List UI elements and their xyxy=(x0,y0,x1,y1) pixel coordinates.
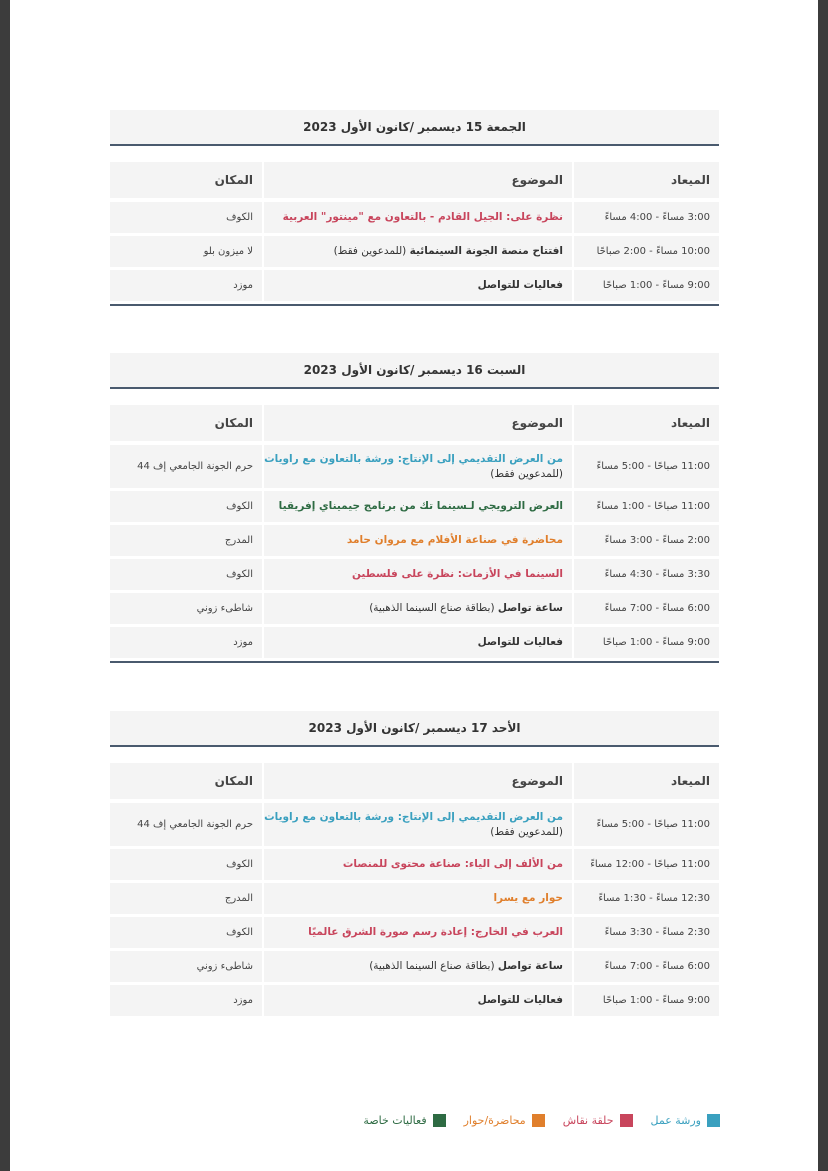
day-title: الأحد 17 ديسمبر /كانون الأول 2023 xyxy=(110,711,719,747)
time-cell: 6:00 مساءً - 7:00 مساءً xyxy=(604,603,710,614)
place-cell: لا ميزون بلو xyxy=(203,246,253,257)
legend-item xyxy=(363,1114,445,1127)
topic-cell xyxy=(262,985,574,1016)
topic-title: ساعة تواصل xyxy=(497,960,563,972)
topic-cell xyxy=(262,627,574,658)
topic-title: نظرة على: الجيل القادم - بالتعاون مع "مينتور" العربية xyxy=(282,211,563,223)
header-place: المكان xyxy=(214,173,253,187)
legend-swatch-icon xyxy=(707,1114,720,1127)
topic-cell xyxy=(262,445,574,488)
legend-label: فعاليات خاصة xyxy=(363,1113,427,1127)
topic-title: العرب في الخارج: إعادة رسم صورة الشرق عالميًا xyxy=(308,926,563,938)
topic-cell xyxy=(262,559,574,590)
day-section-3 xyxy=(110,711,719,1019)
time-cell: 9:00 مساءً - 1:00 صباحًا xyxy=(602,280,710,291)
place-cell: شاطىء زوني xyxy=(196,961,253,972)
topic-title: السينما في الأزمات: نظرة على فلسطين xyxy=(351,568,563,580)
table-row xyxy=(110,627,719,661)
table-row xyxy=(110,445,719,491)
time-cell: 9:00 مساءً - 1:00 صباحًا xyxy=(602,637,710,648)
time-cell: 12:30 مساءً - 1:30 مساءً xyxy=(598,893,710,904)
table-row xyxy=(110,593,719,627)
time-cell: 2:00 مساءً - 3:00 مساءً xyxy=(604,535,710,546)
topic-title: فعاليات للتواصل xyxy=(477,994,563,1006)
topic-title: حوار مع يسرا xyxy=(493,892,563,904)
topic-cell xyxy=(262,593,574,624)
legend-item xyxy=(464,1114,545,1127)
topic-cell xyxy=(262,202,574,233)
day-section-1 xyxy=(110,110,719,306)
topic-note: (للمدعوين فقط) xyxy=(490,825,563,838)
table-row xyxy=(110,883,719,917)
time-cell: 11:00 صباحًا - 5:00 مساءً xyxy=(596,461,710,472)
header-topic: الموضوع xyxy=(262,162,574,198)
legend-swatch-icon xyxy=(620,1114,633,1127)
header-topic: الموضوع xyxy=(262,763,574,799)
time-cell: 11:00 صباحًا - 1:00 مساءً xyxy=(596,501,710,512)
table-row xyxy=(110,951,719,985)
place-cell: حرم الجونة الجامعي إف 44 xyxy=(137,461,253,472)
table-row xyxy=(110,525,719,559)
table-row xyxy=(110,202,719,236)
header-time: الميعاد xyxy=(671,173,710,187)
topic-cell xyxy=(262,803,574,846)
header-time: الميعاد xyxy=(671,774,710,788)
legend-swatch-icon xyxy=(532,1114,545,1127)
legend-item xyxy=(651,1114,721,1127)
legend-swatch-icon xyxy=(433,1114,446,1127)
table-row xyxy=(110,559,719,593)
legend-item xyxy=(563,1114,633,1127)
time-cell: 9:00 مساءً - 1:00 صباحًا xyxy=(602,995,710,1006)
schedule-rows xyxy=(110,202,719,306)
topic-title: من العرض التقديمي إلى الإنتاج: ورشة بالتعاون مع راويات xyxy=(264,452,563,465)
time-cell: 11:00 صباحًا - 5:00 مساءً xyxy=(596,819,710,830)
category-legend xyxy=(330,1110,720,1130)
header-place: المكان xyxy=(214,774,253,788)
topic-cell xyxy=(262,951,574,982)
time-cell: 10:00 مساءً - 2:00 صباحًا xyxy=(596,246,710,257)
header-time: الميعاد xyxy=(671,416,710,430)
place-cell: الكوف xyxy=(226,859,253,870)
place-cell: موزد xyxy=(233,995,253,1006)
time-cell: 3:00 مساءً - 4:00 مساءً xyxy=(604,212,710,223)
place-cell: الكوف xyxy=(226,569,253,580)
schedule-rows xyxy=(110,803,719,1019)
place-cell: حرم الجونة الجامعي إف 44 xyxy=(137,819,253,830)
legend-label: محاضرة/حوار xyxy=(463,1113,526,1127)
place-cell: شاطىء زوني xyxy=(196,603,253,614)
topic-note: (بطاقة صناع السينما الذهبية) xyxy=(369,602,498,614)
place-cell: الكوف xyxy=(226,927,253,938)
place-cell: موزد xyxy=(233,280,253,291)
topic-cell xyxy=(262,491,574,522)
table-row xyxy=(110,803,719,849)
day-section-2 xyxy=(110,353,719,663)
topic-title: من الألف إلى الياء: صناعة محتوى للمنصات xyxy=(342,858,563,870)
topic-title: من العرض التقديمي إلى الإنتاج: ورشة بالتعاون مع راويات xyxy=(264,810,563,823)
schedule-rows xyxy=(110,445,719,663)
topic-title: العرض الترويجي لـسينما تك من برنامج جيميناي إفريقيا xyxy=(278,500,563,512)
place-cell: المدرج xyxy=(224,535,253,546)
topic-title: فعاليات للتواصل xyxy=(477,636,563,648)
legend-label: حلقة نقاش xyxy=(562,1113,614,1127)
table-row xyxy=(110,270,719,304)
place-cell: موزد xyxy=(233,637,253,648)
day-title: الجمعة 15 ديسمبر /كانون الأول 2023 xyxy=(110,110,719,146)
header-place: المكان xyxy=(214,416,253,430)
day-title: السبت 16 ديسمبر /كانون الأول 2023 xyxy=(110,353,719,389)
document-page xyxy=(10,0,818,1171)
topic-cell xyxy=(262,236,574,267)
topic-note: (للمدعوين فقط) xyxy=(333,245,410,257)
time-cell: 2:30 مساءً - 3:30 مساءً xyxy=(604,927,710,938)
table-header xyxy=(110,405,719,445)
table-row xyxy=(110,491,719,525)
place-cell: الكوف xyxy=(226,212,253,223)
table-row xyxy=(110,236,719,270)
topic-title: محاضرة في صناعة الأفلام مع مروان حامد xyxy=(346,534,563,546)
topic-title: افتتاح منصة الجونة السينمائية xyxy=(409,245,563,257)
topic-cell xyxy=(262,917,574,948)
time-cell: 11:00 صباحًا - 12:00 مساءً xyxy=(590,859,710,870)
topic-cell xyxy=(262,849,574,880)
place-cell: المدرج xyxy=(224,893,253,904)
topic-title: ساعة تواصل xyxy=(497,602,563,614)
table-header xyxy=(110,763,719,803)
table-header xyxy=(110,162,719,202)
legend-label: ورشة عمل xyxy=(650,1113,701,1127)
table-row xyxy=(110,917,719,951)
time-cell: 6:00 مساءً - 7:00 مساءً xyxy=(604,961,710,972)
time-cell: 3:30 مساءً - 4:30 مساءً xyxy=(604,569,710,580)
table-row xyxy=(110,985,719,1019)
header-topic: الموضوع xyxy=(262,405,574,441)
topic-cell xyxy=(262,883,574,914)
table-row xyxy=(110,849,719,883)
topic-cell xyxy=(262,525,574,556)
topic-title: فعاليات للتواصل xyxy=(477,279,563,291)
topic-cell xyxy=(262,270,574,301)
topic-note: (للمدعوين فقط) xyxy=(490,467,563,480)
place-cell: الكوف xyxy=(226,501,253,512)
topic-note: (بطاقة صناع السينما الذهبية) xyxy=(369,960,498,972)
